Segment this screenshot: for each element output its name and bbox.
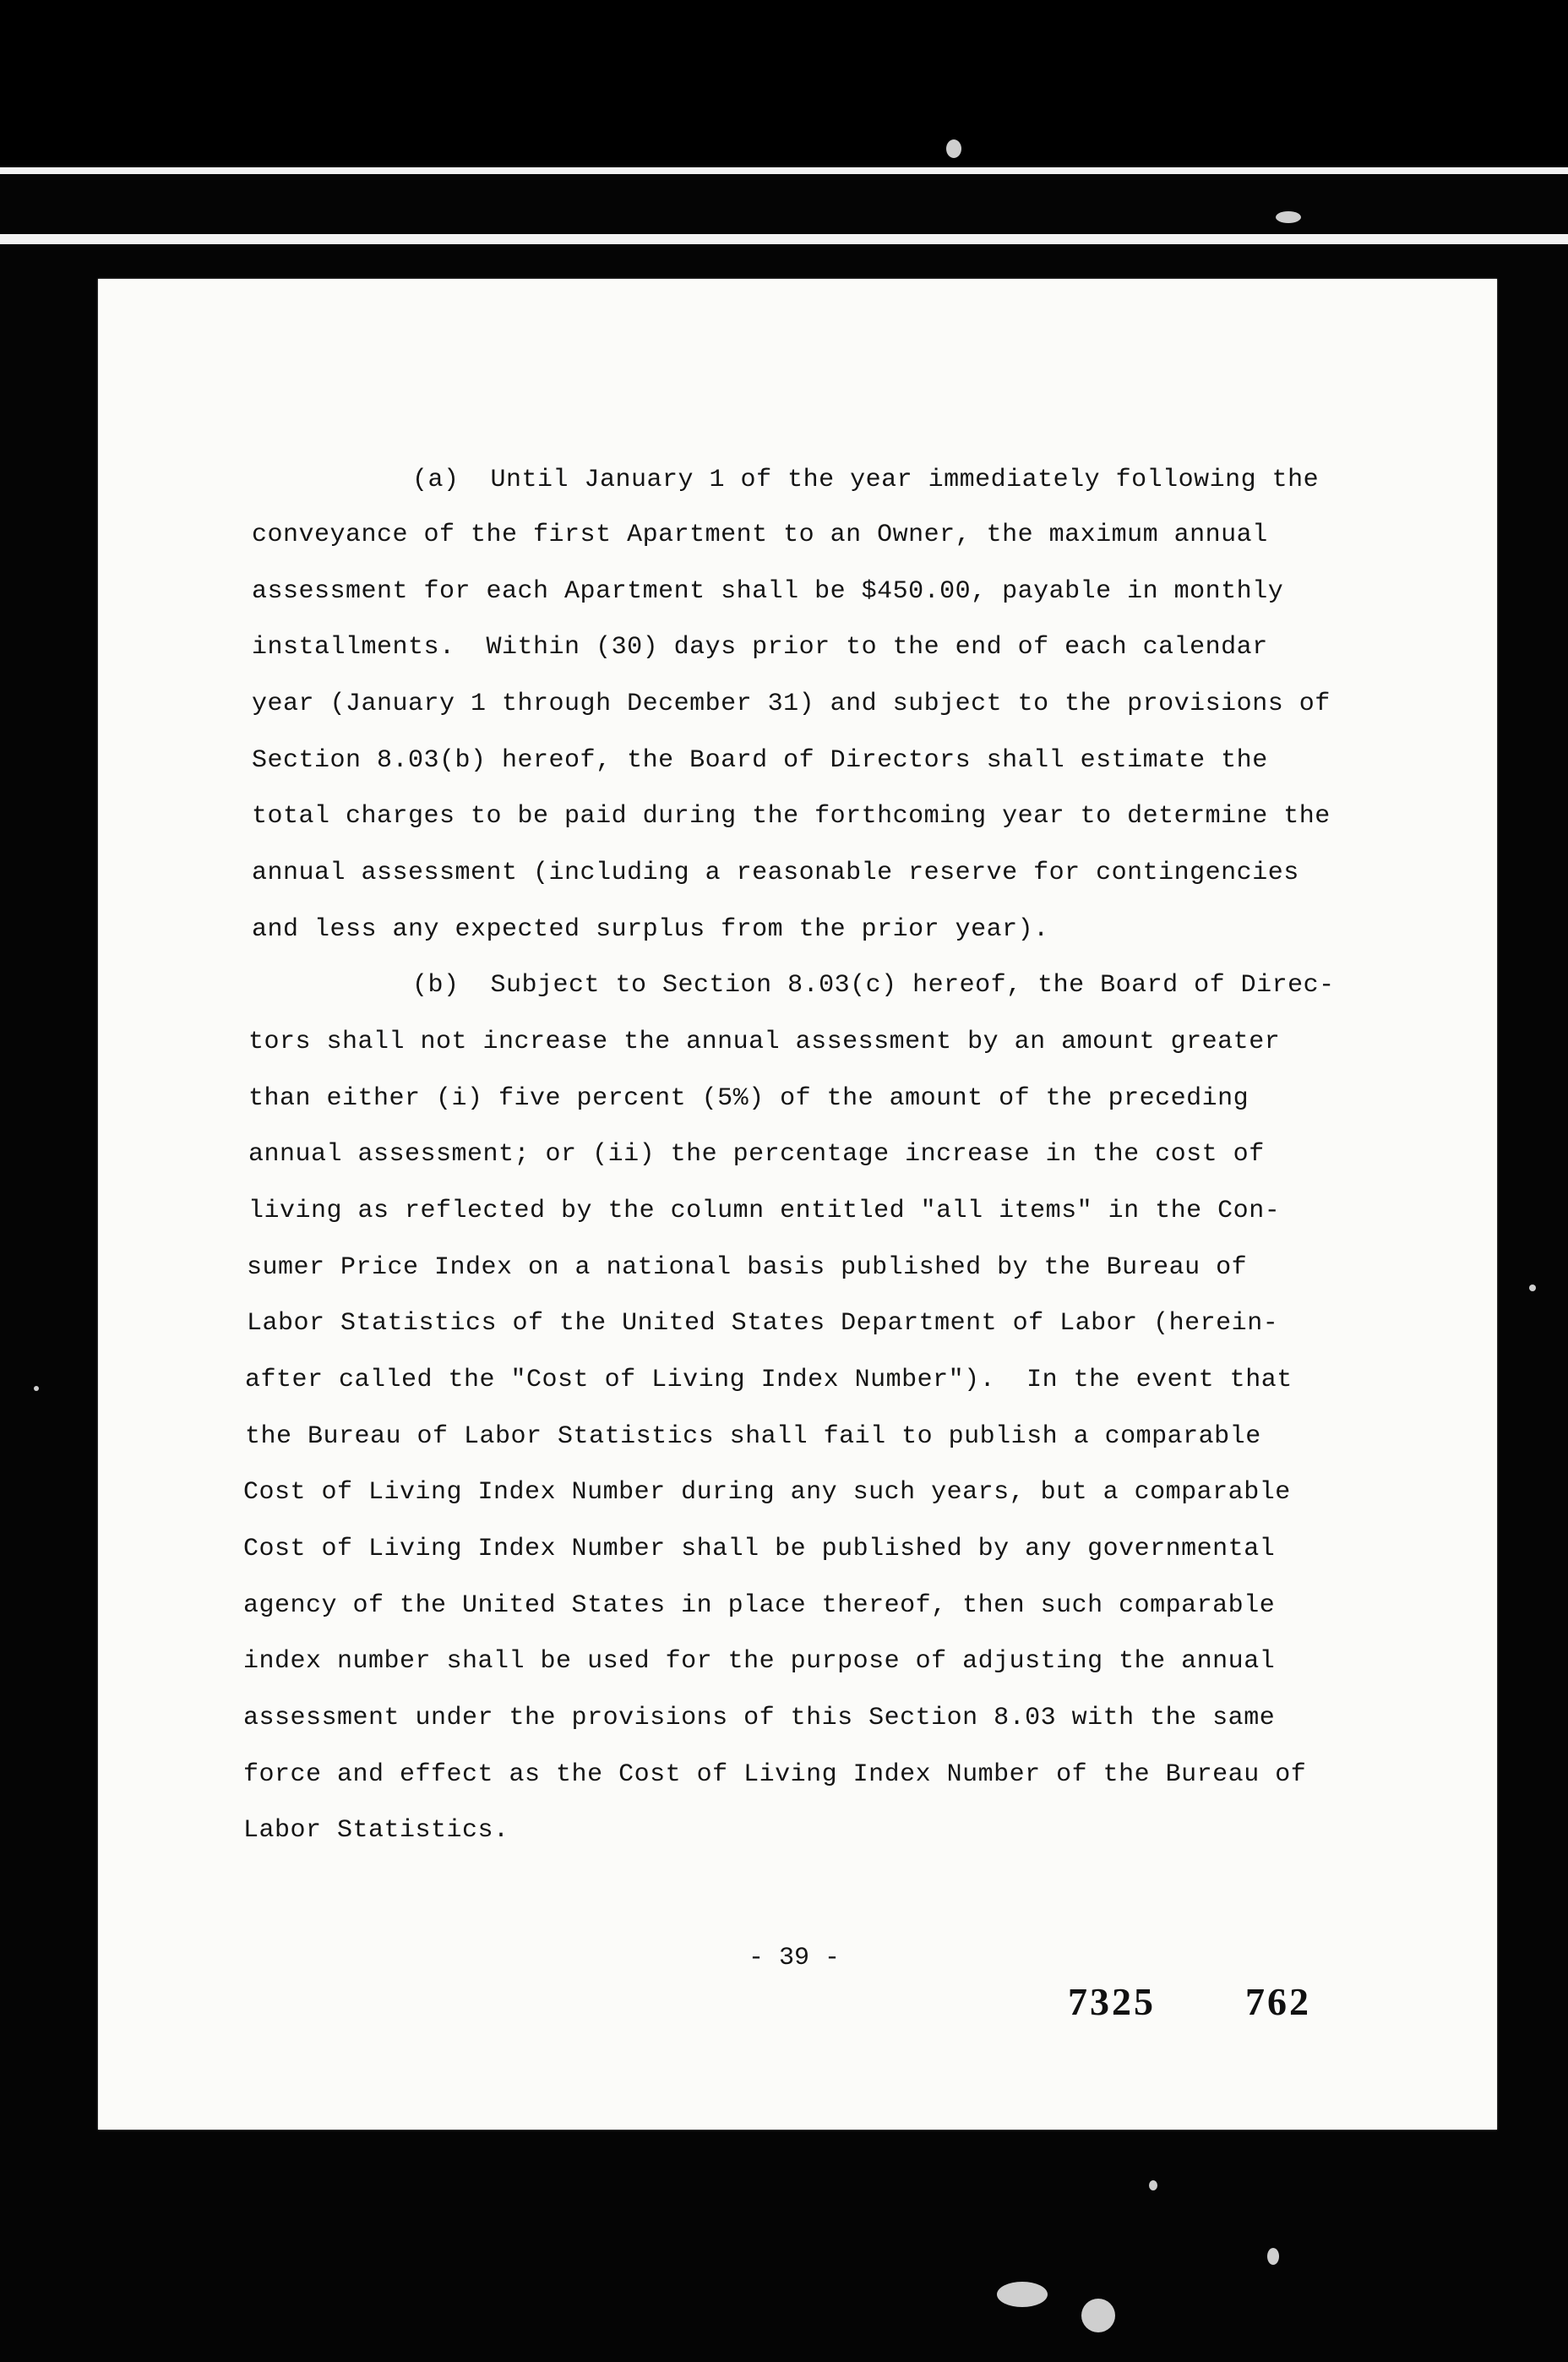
paragraph-a-line: Section 8.03(b) hereof, the Board of Directors shall estimate the: [252, 746, 1268, 775]
page-number: - 39 -: [749, 1944, 841, 1972]
scan-speck: [1267, 2248, 1279, 2265]
paragraph-b-line: sumer Price Index on a national basis published by the Bureau of: [247, 1253, 1248, 1282]
paragraph-a-line: total charges to be paid during the forthcoming year to determine the: [252, 802, 1331, 831]
paragraph-b-line: Labor Statistics.: [243, 1816, 509, 1845]
paragraph-b-line: assessment under the provisions of this Section 8.03 with the same: [243, 1704, 1276, 1732]
paragraph-b-line: force and effect as the Cost of Living Index Number of the Bureau of: [243, 1760, 1307, 1789]
scan-top-band: [0, 0, 1568, 169]
paragraph-a-line: installments. Within (30) days prior to the end of each calendar: [252, 633, 1268, 662]
scan-border-line-top: [0, 167, 1568, 174]
paragraph-b-line: index number shall be used for the purpose of adjusting the annual: [243, 1647, 1276, 1676]
recording-stamp-page: 762: [1245, 1980, 1311, 2023]
paragraph-b-line: than either (i) five percent (5%) of the amount of the preceding: [248, 1084, 1250, 1113]
scan-speck: [34, 1386, 39, 1391]
paragraph-b-line: (b) Subject to Section 8.03(c) hereof, the Board of Direc-: [412, 971, 1335, 1000]
scan-speck: [1081, 2299, 1115, 2332]
paragraph-b-line: Cost of Living Index Number during any such years, but a comparable: [243, 1478, 1291, 1507]
paragraph-a-line: conveyance of the first Apartment to an Owner, the maximum annual: [252, 521, 1268, 549]
paragraph-b-line: the Bureau of Labor Statistics shall fail to publish a comparable: [245, 1422, 1261, 1451]
scan-speck: [1529, 1285, 1536, 1291]
scan-speck: [1276, 211, 1301, 223]
scan-speck: [946, 139, 961, 158]
paragraph-b-line: Cost of Living Index Number shall be published by any governmental: [243, 1535, 1276, 1563]
paragraph-b-line: agency of the United States in place thereof, then such comparable: [243, 1591, 1276, 1620]
paragraph-b-line: after called the "Cost of Living Index Number"). In the event that: [245, 1366, 1293, 1394]
scan-border-line-bottom: [0, 234, 1568, 244]
paragraph-a-line: assessment for each Apartment shall be $450.00, payable in monthly: [252, 577, 1284, 606]
scan-speck: [997, 2282, 1048, 2307]
scan-speck: [1149, 2180, 1157, 2190]
paragraph-a-line: (a) Until January 1 of the year immediately following the: [412, 466, 1320, 494]
paragraph-a-line: and less any expected surplus from the prior year).: [252, 915, 1049, 944]
document-page: [98, 279, 1497, 2130]
paragraph-b-line: tors shall not increase the annual assessment by an amount greater: [248, 1028, 1281, 1056]
recording-stamp-book: 7325: [1068, 1980, 1156, 2023]
paragraph-a-line: annual assessment (including a reasonable reserve for contingencies: [252, 859, 1299, 887]
paragraph-a-line: year (January 1 through December 31) and subject to the provisions of: [252, 690, 1331, 718]
paragraph-b-line: Labor Statistics of the United States Department of Labor (herein-: [247, 1309, 1279, 1338]
paragraph-b-line: annual assessment; or (ii) the percentage increase in the cost of: [248, 1140, 1265, 1169]
paragraph-b-line: living as reflected by the column entitled "all items" in the Con-: [248, 1197, 1281, 1225]
